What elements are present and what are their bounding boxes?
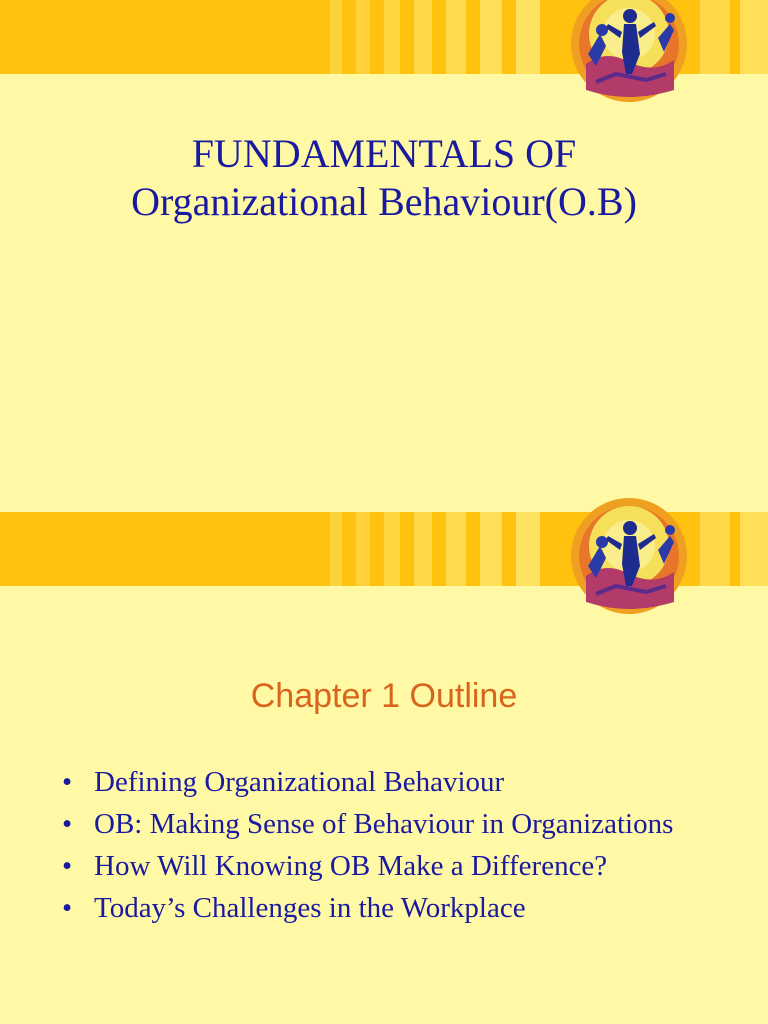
slide-title bbox=[0, 130, 768, 226]
list-item-text: Defining Organizational Behaviour bbox=[94, 766, 505, 798]
list-item-text: Today’s Challenges in the Workplace bbox=[94, 892, 526, 924]
outline-list bbox=[62, 764, 752, 932]
title-line-2: Organizational Behaviour(O.B) bbox=[131, 179, 637, 224]
list-item bbox=[62, 806, 752, 842]
bullet-dot: • bbox=[62, 892, 73, 924]
list-item bbox=[62, 890, 752, 926]
list-item bbox=[62, 848, 752, 884]
dancing-figures-logo-icon bbox=[566, 0, 692, 104]
title-line-1: FUNDAMENTALS OF bbox=[191, 131, 577, 176]
list-item-text: How Will Knowing OB Make a Difference? bbox=[94, 850, 608, 882]
list-item-text: OB: Making Sense of Behaviour in Organizations bbox=[94, 808, 674, 840]
dancing-figures-logo-icon bbox=[566, 506, 692, 616]
list-item bbox=[62, 764, 752, 800]
bullet-dot: • bbox=[62, 850, 73, 882]
bullet-dot: • bbox=[62, 808, 73, 840]
outline-slide bbox=[0, 512, 768, 1024]
bullet-dot: • bbox=[62, 766, 73, 798]
chapter-title: Chapter 1 Outline bbox=[250, 677, 518, 715]
